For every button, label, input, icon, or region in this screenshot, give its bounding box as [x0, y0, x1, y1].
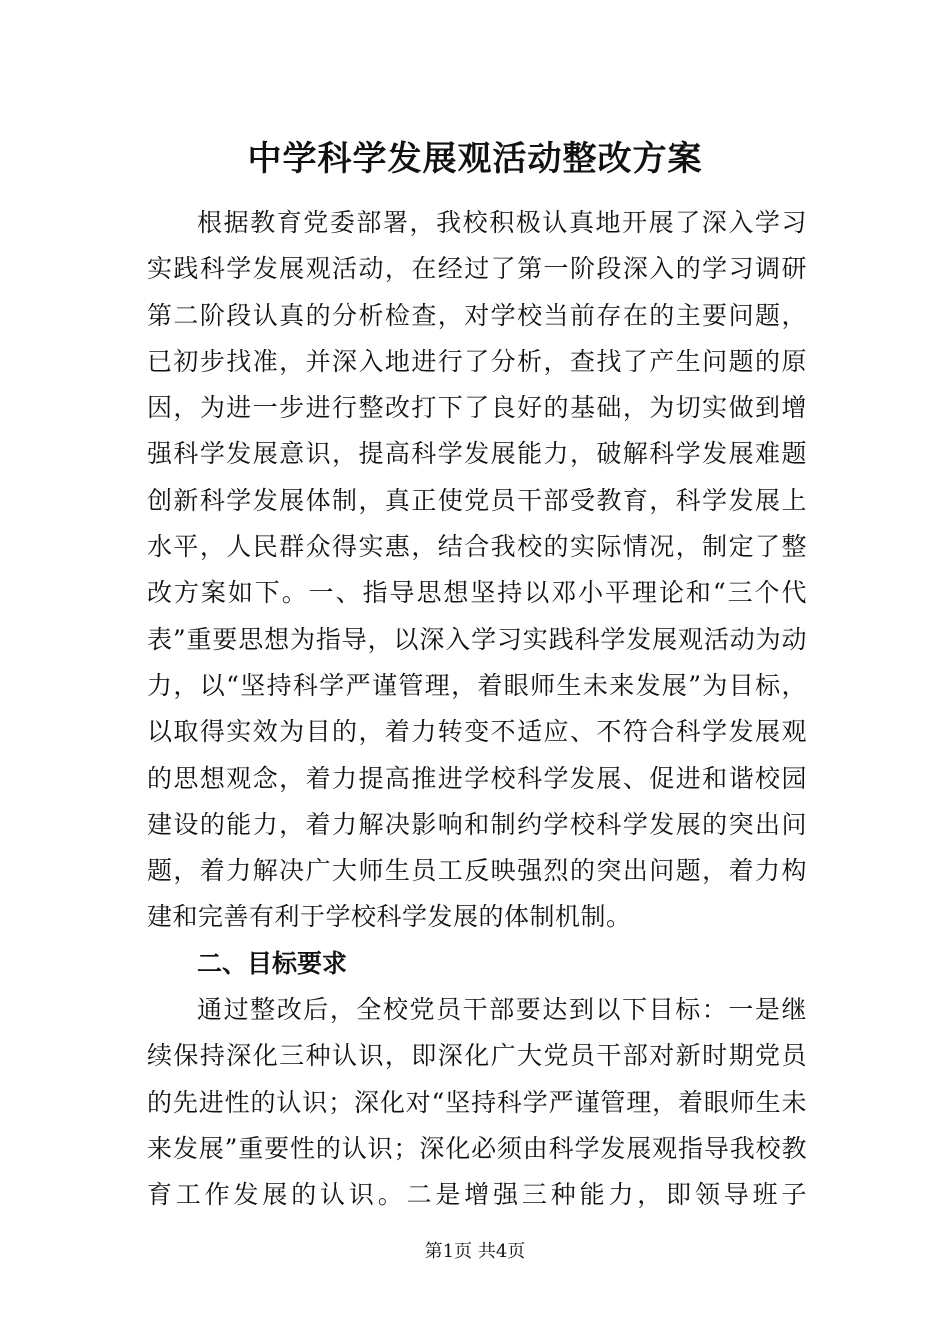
document-body	[147, 200, 807, 1219]
page-title: 中学科学发展观活动整改方案	[247, 139, 703, 179]
page-number: 第1页 共4页	[424, 1241, 526, 1262]
paragraph-goals: 通过整改后，全校党员干部要达到以下目标：一是继续保持深化三种认识，即深化广大党员干部对新时期党员的先进性的认识；深化对“坚持科学严谨管理，着眼师生未来发展”重要性的认识；深化必须由科学发展观指导我校教育工作发展的认识。二是增强三种能力，即领导班子	[147, 995, 807, 1210]
section-heading-goals: 二、目标要求	[197, 948, 348, 978]
paragraph-intro: 根据教育党委部署，我校积极认真地开展了深入学习实践科学发展观活动，在经过了第一阶段深入的学习调研第二阶段认真的分析检查，对学校当前存在的主要问题，已初步找准，并深入地进行了分析，查找了产生问题的原因，为进一步进行整改打下了良好的基础，为切实做到增强科学发展意识，提高科学发展能力，破解科学发展难题创新科学发展体制，真正使党员干部受教育，科学发展上水平，人民群众得实惠，结合我校的实际情况，制定了整改方案如下。一、指导思想坚持以邓小平理论和“三个代表”重要思想为指导，以深入学习实践科学发展观活动为动力，以“坚持科学严谨管理，着眼师生未来发展”为目标，以取得实效为目的，着力转变不适应、不符合科学发展观的思想观念，着力提高推进学校科学发展、促进和谐校园建设的能力，着力解决影响和制约学校科学发展的突出问题，着力解决广大师生员工反映强烈的突出问题，着力构建和完善有利于学校科学发展的体制机制。	[147, 208, 807, 932]
